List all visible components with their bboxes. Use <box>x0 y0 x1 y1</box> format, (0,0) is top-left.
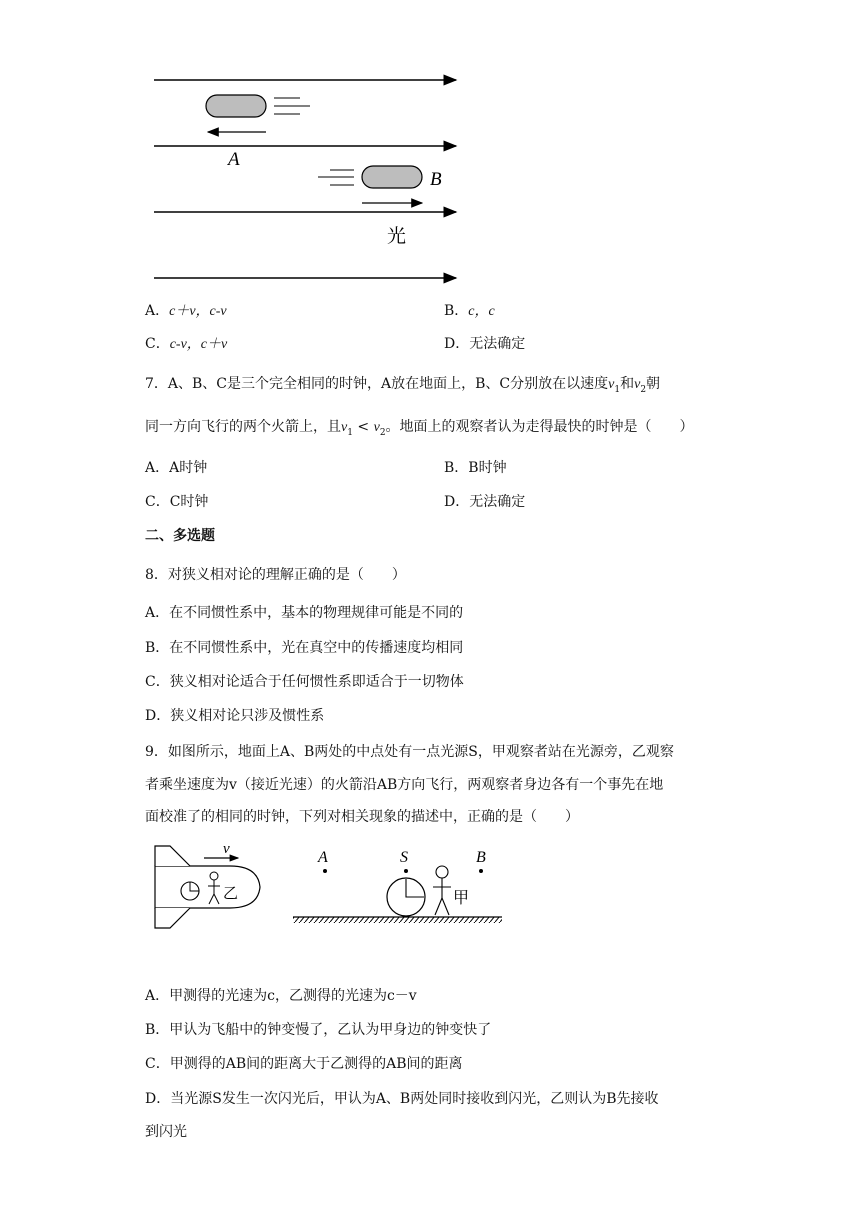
figure-relative-motion <box>140 64 470 289</box>
q9-option-d-continued: 到闪光 <box>145 1124 187 1140</box>
q8-option-a[interactable]: A．在不同惯性系中，基本的物理规律可能是不同的 <box>145 605 464 621</box>
q8-option-c[interactable]: C．狭义相对论适合于任何惯性系即适合于一切物体 <box>145 674 464 690</box>
label-a: A <box>318 849 328 866</box>
q9-option-b[interactable]: B．甲认为飞船中的钟变慢了，乙认为甲身边的钟变快了 <box>145 1022 492 1038</box>
q7-option-a[interactable]: A．A时钟 <box>145 460 208 476</box>
q8-option-d[interactable]: D．狭义相对论只涉及惯性系 <box>145 708 325 724</box>
q6-option-a[interactable]: A．c＋v，c-v <box>145 303 227 319</box>
car-b <box>362 166 422 188</box>
q9-stem-line2: 者乘坐速度为v（接近光速）的火箭沿AB方向飞行，两观察者身边各有一个事先在地 <box>145 777 664 793</box>
q8-option-b[interactable]: B．在不同惯性系中，光在真空中的传播速度均相同 <box>145 640 464 656</box>
q9-option-a[interactable]: A．甲测得的光速为c，乙测得的光速为c－v <box>145 988 417 1004</box>
label-b: B <box>476 849 486 866</box>
label-light: 光 <box>387 226 407 247</box>
q8-stem: 8．对狭义相对论的理解正确的是（ ） <box>145 567 406 583</box>
observer-jia-figure <box>433 866 451 915</box>
q9-option-c[interactable]: C．甲测得的AB间的距离大于乙测得的AB间的距离 <box>145 1056 463 1072</box>
point-a <box>323 869 327 873</box>
q9-stem-line1: 9．如图所示，地面上A、B两处的中点处有一点光源S，甲观察者站在光源旁，乙观察 <box>145 744 674 760</box>
q6-option-d[interactable]: D．无法确定 <box>444 336 526 352</box>
label-s: S <box>400 849 408 866</box>
q6-option-c[interactable]: C．c-v，c＋v <box>145 336 228 352</box>
figure-rocket-and-ground <box>150 838 510 934</box>
point-b <box>479 869 483 873</box>
label-yi: 乙 <box>223 886 239 902</box>
q9-stem-line3: 面校准了的相同的时钟，下列对相关现象的描述中，正确的是（ ） <box>145 809 579 825</box>
label-a: A <box>228 149 240 170</box>
label-v: v <box>223 841 230 857</box>
label-jia: 甲 <box>453 890 470 907</box>
ground-hatch <box>293 917 502 923</box>
section-title-multiple-choice: 二、多选题 <box>145 528 215 544</box>
q7-option-b[interactable]: B．B时钟 <box>444 460 507 476</box>
q9-option-d[interactable]: D．当光源S发生一次闪光后，甲认为A、B两处同时接收到闪光，乙则认为B先接收 <box>145 1091 659 1107</box>
q7-stem-line1: 7．A、B、C是三个完全相同的时钟，A放在地面上，B、C分别放在以速度$v_1$和$v_2$朝 <box>145 376 661 395</box>
car-a <box>206 95 266 117</box>
q7-option-c[interactable]: C．C时钟 <box>145 494 209 510</box>
q6-option-b[interactable]: B．c，c <box>444 303 495 319</box>
q7-stem-line2: 同一方向飞行的两个火箭上，且$v_1 < v_2$。地面上的观察者认为走得最快的时钟是（ ） <box>145 419 694 438</box>
label-b: B <box>430 169 442 190</box>
point-s <box>404 869 408 873</box>
q7-option-d[interactable]: D．无法确定 <box>444 494 526 510</box>
